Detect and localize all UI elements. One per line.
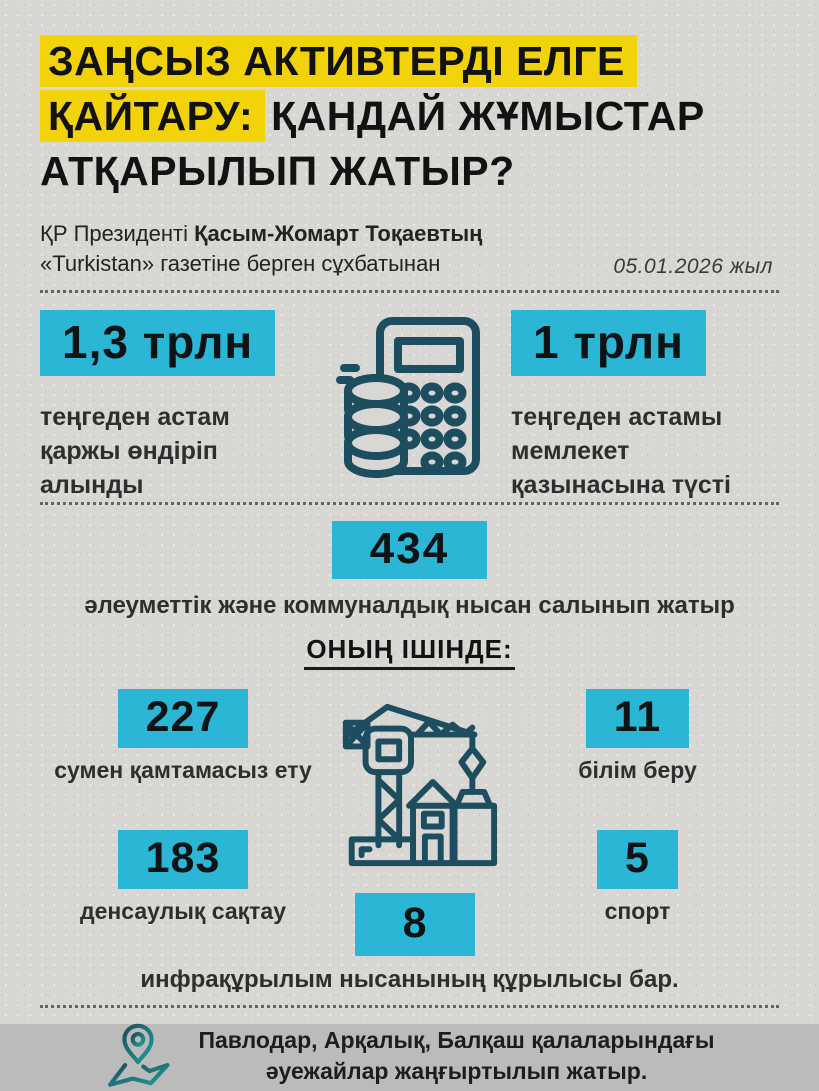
calculator-coins-icon (334, 310, 484, 491)
footer-line-2: әуежайлар жаңғыртылып жатыр. (265, 1058, 648, 1084)
breakdown-item-health (80, 830, 286, 925)
stat-treasury-funds (511, 310, 743, 499)
publication-date: 05.01.2026 жыл (613, 255, 773, 278)
stat-value-badge: 1 трлн (511, 310, 706, 376)
value-badge: 5 (597, 830, 678, 889)
item-label: денсаулық сақтау (80, 898, 287, 924)
source-row (40, 219, 779, 279)
total-facilities-section (40, 521, 779, 665)
item-label: спорт (604, 898, 671, 924)
title-line-2-rest: ҚАНДАЙ ЖҰМЫСТАР (271, 93, 705, 139)
breakdown-heading: ОНЫҢ ІШІНДЕ: (40, 634, 779, 665)
total-value-badge: 434 (332, 521, 487, 579)
item-label: білім беру (578, 757, 697, 783)
source-line-2: «Turkistan» газетіне берген сұхбатынан (40, 251, 441, 276)
infrastructure-label: инфрақұрылым нысанының құрылысы бар. (140, 966, 679, 993)
source-prefix: ҚР Президенті (40, 221, 195, 246)
footer-text (198, 1025, 714, 1087)
breakdown-item-education (578, 689, 697, 784)
title-highlight-2: ҚАЙТАРУ: (40, 90, 265, 142)
title-highlight-1: ЗАҢСЫЗ АКТИВТЕРДІ ЕЛГЕ (40, 35, 637, 87)
dotted-divider-middle (40, 502, 779, 505)
item-label: сумен қамтамасыз ету (54, 757, 312, 783)
breakdown-right-column (504, 689, 771, 956)
breakdown-grid (40, 689, 779, 956)
money-stats-row (40, 310, 779, 499)
map-pin-icon (104, 1021, 172, 1091)
stat-description: теңгеден астам қаржы өндіріп алынды (40, 403, 230, 499)
breakdown-middle-column (326, 689, 504, 956)
dotted-divider-top (40, 290, 779, 293)
title-line-2 (40, 89, 779, 144)
president-name: Қасым-Жомарт Тоқаевтың (194, 221, 483, 246)
source-attribution (40, 219, 482, 279)
value-badge: 11 (586, 689, 689, 748)
title-block (40, 34, 779, 199)
breakdown-left-column (40, 689, 326, 956)
construction-crane-icon (326, 695, 504, 873)
title-line-1 (40, 34, 779, 89)
stat-description: теңгеден астамы мемлекет қазынасына түсті (511, 403, 731, 499)
footer-note (40, 1021, 779, 1091)
value-badge: 227 (118, 689, 249, 748)
total-description: әлеуметтік және коммуналдық нысан салынып жатыр (84, 592, 735, 619)
footer-line-1: Павлодар, Арқалық, Балқаш қалаларындағы (198, 1027, 715, 1053)
title-line-3: АТҚАРЫЛЫП ЖАТЫР? (40, 148, 515, 194)
dotted-divider-bottom (40, 1005, 779, 1008)
source-line-1 (40, 219, 482, 249)
stat-value-badge: 1,3 трлн (40, 310, 275, 376)
breakdown-item-water (54, 689, 312, 784)
value-badge: 183 (118, 830, 249, 889)
breakdown-item-sport (597, 830, 678, 925)
stat-recovered-funds (40, 310, 306, 499)
value-badge-infrastructure: 8 (355, 893, 476, 956)
